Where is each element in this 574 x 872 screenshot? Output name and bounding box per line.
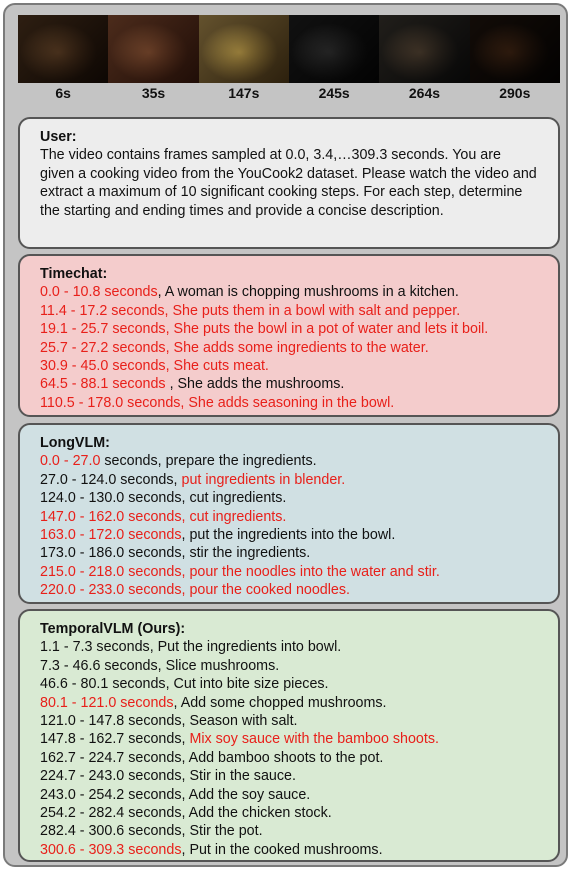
- step-time: 0.0 - 10.8 seconds: [40, 284, 158, 301]
- frame-time-label: 264s: [408, 85, 441, 101]
- step-time: 254.2 - 282.4 seconds: [40, 805, 182, 822]
- timechat-steps: [40, 283, 538, 412]
- step-description: Add the soy sauce.: [185, 786, 311, 803]
- step-description: Add the chicken stock.: [185, 805, 332, 822]
- step-time: 282.4 - 300.6 seconds: [40, 823, 182, 840]
- frame-time-label: 6s: [55, 85, 71, 101]
- step-row: [40, 302, 538, 320]
- step-row: [40, 471, 538, 489]
- temporalvlm-steps: [40, 638, 538, 859]
- step-separator: ,: [173, 694, 178, 711]
- step-row: [40, 394, 538, 412]
- step-description: cut ingredients.: [185, 490, 287, 507]
- step-description: She puts them in a bowl with salt and pepper.: [168, 302, 461, 319]
- step-row: [40, 320, 538, 338]
- frame-image: [199, 15, 289, 83]
- timechat-title: Timechat:: [40, 266, 108, 282]
- step-description: She adds the mushrooms.: [173, 376, 345, 393]
- step-description: prepare the ingredients.: [161, 453, 317, 470]
- user-prompt-text: The video contains frames sampled at 0.0, 3.4,…309.3 seconds. You are given a cooking video from the YouCook2 dataset. Please watch the video and extract a maximum of 10 significant cooking steps. For each step, determine the starting and ending times and provide a concise description.: [40, 147, 537, 219]
- step-separator: ,: [181, 490, 186, 507]
- step-row: [40, 452, 538, 470]
- frame-image: [470, 15, 560, 83]
- step-separator: ,: [181, 508, 186, 525]
- step-description: stir the ingredients.: [185, 545, 311, 562]
- step-time: 64.5 - 88.1 seconds: [40, 376, 170, 393]
- video-frame-thumbnail: [470, 15, 560, 83]
- frame-image: [18, 15, 108, 83]
- frame-image: [379, 15, 469, 83]
- step-description: She cuts meat.: [169, 358, 269, 375]
- video-frames-strip: [18, 15, 560, 83]
- step-time: 30.9 - 45.0 seconds: [40, 358, 166, 375]
- step-row: [40, 581, 538, 599]
- step-time: 220.0 - 233.0 seconds: [40, 582, 182, 599]
- step-row: [40, 544, 538, 562]
- step-separator: ,: [181, 545, 186, 562]
- step-separator: seconds,: [100, 453, 162, 470]
- step-time: 46.6 - 80.1 seconds: [40, 676, 166, 693]
- step-row: [40, 675, 538, 693]
- step-row: [40, 694, 538, 712]
- step-separator: ,: [181, 805, 186, 822]
- step-description: Stir the pot.: [185, 823, 263, 840]
- frame-time-label: 35s: [141, 85, 166, 101]
- step-description: pour the noodles into the water and stir.: [185, 563, 440, 580]
- step-description: Add bamboo shoots to the pot.: [185, 749, 384, 766]
- longvlm-title: LongVLM:: [40, 435, 110, 451]
- frame-timestamps: [18, 85, 560, 101]
- step-row: [40, 657, 538, 675]
- step-separator: ,: [149, 639, 154, 656]
- step-row: [40, 749, 538, 767]
- step-time: 1.1 - 7.3 seconds: [40, 639, 150, 656]
- step-separator: ,: [181, 713, 186, 730]
- step-description: She adds some ingredients to the water.: [169, 339, 429, 356]
- step-description: She adds seasoning in the bowl.: [184, 394, 395, 411]
- step-row: [40, 638, 538, 656]
- video-frame-thumbnail: [379, 15, 469, 83]
- step-description: A woman is chopping mushrooms in a kitchen.: [161, 284, 459, 301]
- step-separator: ,: [181, 786, 186, 803]
- step-time: 224.7 - 243.0 seconds: [40, 768, 182, 785]
- frame-image: [108, 15, 198, 83]
- step-separator: ,: [157, 657, 162, 674]
- step-separator: ,: [181, 563, 186, 580]
- step-time: 215.0 - 218.0 seconds: [40, 563, 182, 580]
- timechat-box: [18, 254, 560, 417]
- step-separator: ,: [181, 768, 186, 785]
- step-row: [40, 508, 538, 526]
- step-time: 7.3 - 46.6 seconds: [40, 657, 158, 674]
- step-time: 124.0 - 130.0 seconds: [40, 490, 182, 507]
- step-separator: ,: [173, 471, 178, 488]
- step-separator: ,: [181, 749, 186, 766]
- step-time: 173.0 - 186.0 seconds: [40, 545, 182, 562]
- step-separator: ,: [165, 339, 170, 356]
- step-time: 243.0 - 254.2 seconds: [40, 786, 182, 803]
- step-row: [40, 339, 538, 357]
- video-frame-thumbnail: [108, 15, 198, 83]
- step-row: [40, 786, 538, 804]
- longvlm-box: [18, 423, 560, 604]
- step-row: [40, 822, 538, 840]
- step-time: 19.1 - 25.7 seconds: [40, 321, 166, 338]
- step-time: 11.4 - 17.2 seconds: [40, 302, 165, 319]
- step-description: pour the cooked noodles.: [185, 582, 351, 599]
- step-separator: ,: [181, 527, 186, 544]
- step-description: Season with salt.: [185, 713, 298, 730]
- step-time: 147.8 - 162.7 seconds: [40, 731, 182, 748]
- step-time: 80.1 - 121.0 seconds: [40, 694, 174, 711]
- step-row: [40, 712, 538, 730]
- step-separator: ,: [165, 676, 170, 693]
- step-separator: ,: [181, 731, 186, 748]
- step-description: Slice mushrooms.: [161, 657, 280, 674]
- step-description: cut ingredients.: [185, 508, 287, 525]
- longvlm-steps: [40, 452, 538, 599]
- step-separator: ,: [180, 394, 185, 411]
- step-description: put the ingredients into the bowl.: [185, 527, 396, 544]
- video-frame-thumbnail: [18, 15, 108, 83]
- frame-time-label: 290s: [499, 85, 531, 101]
- step-time: 147.0 - 162.0 seconds: [40, 508, 182, 525]
- step-separator: ,: [181, 841, 186, 858]
- step-description: put ingredients in blender.: [177, 471, 346, 488]
- step-time: 110.5 - 178.0 seconds: [40, 394, 181, 411]
- step-row: [40, 767, 538, 785]
- step-description: Put in the cooked mushrooms.: [185, 841, 383, 858]
- step-time: 121.0 - 147.8 seconds: [40, 713, 182, 730]
- step-time: 0.0 - 27.0: [40, 453, 101, 470]
- step-row: [40, 357, 538, 375]
- user-prompt-box: [18, 117, 560, 249]
- step-separator: ,: [164, 302, 169, 319]
- step-row: [40, 841, 538, 859]
- step-time: 163.0 - 172.0 seconds: [40, 527, 182, 544]
- step-time: 25.7 - 27.2 seconds: [40, 339, 166, 356]
- step-description: Stir in the sauce.: [185, 768, 296, 785]
- step-separator: ,: [181, 823, 186, 840]
- video-frame-thumbnail: [289, 15, 379, 83]
- step-separator: ,: [157, 284, 162, 301]
- step-row: [40, 730, 538, 748]
- step-time: 300.6 - 309.3 seconds: [40, 841, 182, 858]
- step-time: 162.7 - 224.7 seconds: [40, 749, 182, 766]
- step-description: Put the ingredients into bowl.: [153, 639, 342, 656]
- temporalvlm-title: TemporalVLM (Ours):: [40, 621, 186, 637]
- step-row: [40, 375, 538, 393]
- step-row: [40, 526, 538, 544]
- temporalvlm-box: [18, 609, 560, 862]
- step-row: [40, 563, 538, 581]
- frame-time-label: 147s: [228, 85, 260, 101]
- step-description: She puts the bowl in a pot of water and lets it boil.: [169, 321, 489, 338]
- step-description: Add some chopped mushrooms.: [177, 694, 387, 711]
- frame-image: [289, 15, 379, 83]
- step-row: [40, 804, 538, 822]
- video-frame-thumbnail: [199, 15, 289, 83]
- step-row: [40, 489, 538, 507]
- user-title: User:: [40, 129, 77, 145]
- frame-time-label: 245s: [318, 85, 350, 101]
- step-separator: ,: [165, 358, 170, 375]
- step-separator: ,: [165, 321, 170, 338]
- step-description: Mix soy sauce with the bamboo shoots.: [185, 731, 439, 748]
- step-separator: ,: [181, 582, 186, 599]
- step-time: 27.0 - 124.0 seconds: [40, 471, 174, 488]
- step-separator: ,: [169, 376, 174, 393]
- step-description: Cut into bite size pieces.: [169, 676, 329, 693]
- figure-panel: [3, 3, 568, 867]
- step-row: [40, 283, 538, 301]
